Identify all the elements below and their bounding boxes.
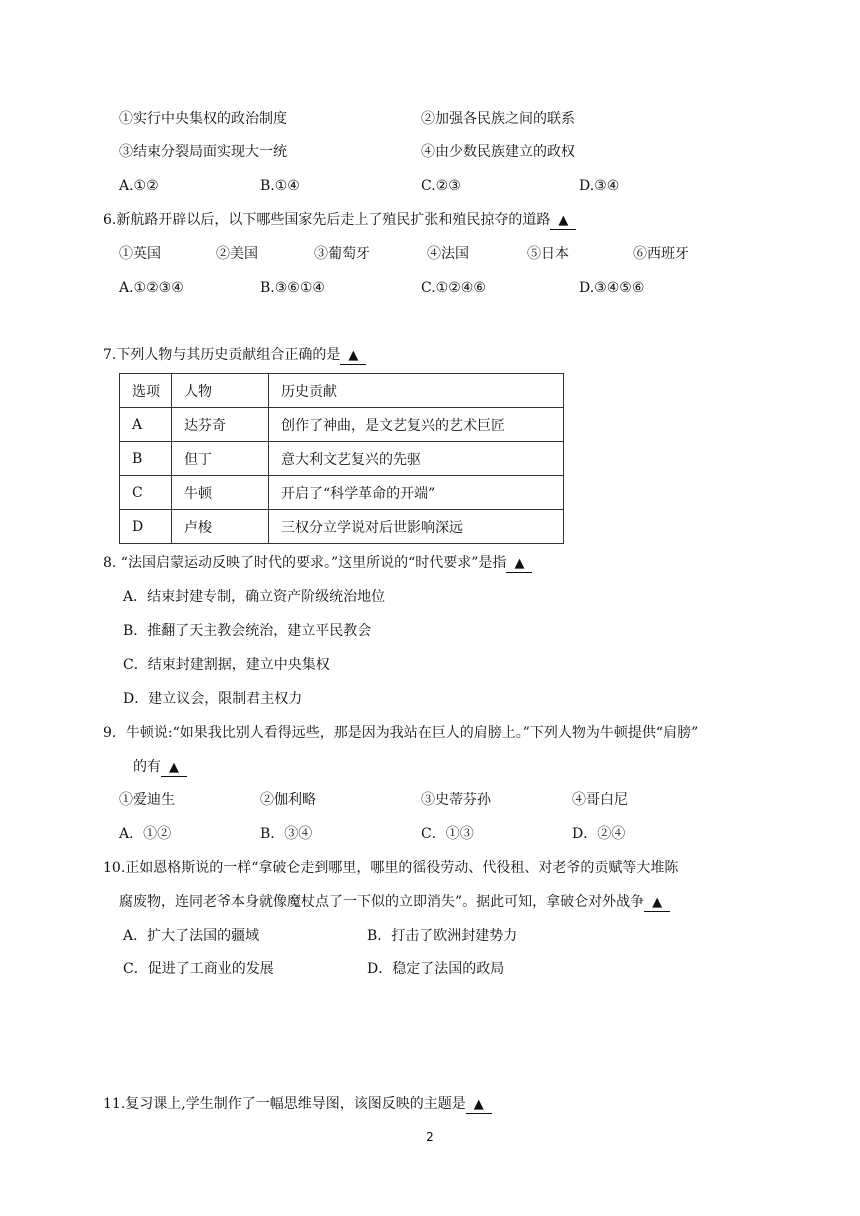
q6-answer-c: C.①②④⑥ (421, 280, 486, 296)
q10-stem-text: 腐废物，连同老爷本身就像魔杖点了一下似的立即消失”。据此可知，拿破仑对外战争 (119, 894, 645, 910)
table-cell: 意大利文艺复兴的先驱 (269, 442, 564, 476)
q9-option-2: ②伽利略 (260, 792, 316, 808)
q9-answer-d: D．②④ (572, 826, 626, 842)
q6-option-4: ④法国 (427, 246, 469, 262)
q9-stem-line1: 9．牛顿说:“如果我比别人看得远些，那是因为我站在巨人的肩膀上。”下列人物为牛顿提供“肩膀” (103, 725, 699, 741)
q11-stem-text: 11.复习课上,学生制作了一幅思维导图，该图反映的主题是 (103, 1096, 466, 1112)
table-header: 历史贡献 (269, 374, 564, 408)
table-cell: C (120, 476, 172, 510)
table-cell: 但丁 (172, 442, 269, 476)
table-cell: 创作了神曲，是文艺复兴的艺术巨匠 (269, 408, 564, 442)
q9-answer-c: C．①③ (421, 826, 474, 842)
table-cell: 牛顿 (172, 476, 269, 510)
table-row (120, 408, 564, 442)
q5-answer-d: D.③④ (579, 178, 620, 194)
q10-stem-line2 (119, 892, 670, 912)
table-cell: A (120, 408, 172, 442)
history-table (119, 373, 564, 544)
table-cell: D (120, 510, 172, 544)
q9-stem-line2 (133, 757, 187, 777)
q10-answer-d: D．稳定了法国的政局 (367, 961, 505, 977)
q5-answer-c: C.②③ (421, 178, 461, 194)
q11-stem (103, 1094, 492, 1114)
q8-answer-c: C．结束封建割据，建立中央集权 (123, 657, 330, 673)
q5-option-1: ①实行中央集权的政治制度 (119, 111, 287, 127)
table-cell: 三权分立学说对后世影响深远 (269, 510, 564, 544)
q7-stem (103, 345, 366, 365)
q9-answer-a: A．①② (119, 826, 172, 842)
q6-option-1: ①英国 (119, 246, 161, 262)
q9-stem-text: 的有 (133, 759, 161, 775)
q10-answer-c: C．促进了工商业的发展 (123, 961, 274, 977)
q6-option-6: ⑥西班牙 (633, 246, 689, 262)
q5-answer-b: B.①④ (260, 178, 300, 194)
table-header: 人物 (172, 374, 269, 408)
q10-answer-a: A．扩大了法国的疆域 (123, 928, 260, 944)
q8-answer-blank (506, 555, 532, 573)
q5-option-2: ②加强各民族之间的联系 (421, 111, 575, 127)
q7-stem-text: 7.下列人物与其历史贡献组合正确的是 (103, 347, 341, 363)
table-cell: 开启了“科学革命的开端” (269, 476, 564, 510)
q9-option-3: ③史蒂芬孙 (421, 792, 491, 808)
triangle-icon: ▲ (652, 895, 663, 910)
q10-answer-b: B．打击了欧洲封建势力 (367, 928, 518, 944)
q7-answer-blank (340, 347, 366, 365)
q6-answer-a: A.①②③④ (119, 280, 184, 296)
q8-answer-b: B．推翻了天主教会统治，建立平民教会 (123, 623, 372, 639)
table-cell: B (120, 442, 172, 476)
triangle-icon: ▲ (558, 213, 569, 228)
table-cell: 达芬奇 (172, 408, 269, 442)
triangle-icon: ▲ (514, 556, 525, 571)
page-number: 2 (426, 1130, 434, 1144)
q6-option-2: ②美国 (216, 246, 258, 262)
q8-answer-a: A．结束封建专制，确立资产阶级统治地位 (123, 589, 386, 605)
table-header-row (120, 374, 564, 408)
q6-stem (103, 210, 576, 230)
q6-option-3: ③葡萄牙 (314, 246, 370, 262)
table-row (120, 442, 564, 476)
table-cell: 卢梭 (172, 510, 269, 544)
q9-answer-blank (161, 759, 187, 777)
q8-stem (103, 553, 532, 573)
q9-answer-b: B．③④ (260, 826, 313, 842)
q5-option-4: ④由少数民族建立的政权 (421, 144, 575, 160)
q11-answer-blank (466, 1096, 492, 1114)
q6-answer-d: D.③④⑤⑥ (579, 280, 645, 296)
triangle-icon: ▲ (348, 348, 359, 363)
triangle-icon: ▲ (169, 760, 179, 775)
q9-option-4: ④哥白尼 (572, 792, 628, 808)
q10-stem-line1: 10.正如恩格斯说的一样“拿破仑走到哪里，哪里的徭役劳动、代役租、对老爷的贡赋等大堆陈 (103, 860, 679, 876)
q8-stem-text: 8. “法国启蒙运动反映了时代的要求。”这里所说的“时代要求”是指 (103, 555, 507, 571)
table-row (120, 510, 564, 544)
table-row (120, 476, 564, 510)
q6-option-5: ⑤日本 (527, 246, 569, 262)
q8-answer-d: D．建立议会，限制君主权力 (123, 691, 303, 707)
q10-answer-blank (644, 894, 670, 912)
q5-answer-a: A.①② (119, 178, 159, 194)
triangle-icon: ▲ (473, 1097, 484, 1112)
q9-option-1: ①爱迪生 (119, 792, 175, 808)
q6-stem-text: 6.新航路开辟以后，以下哪些国家先后走上了殖民扩张和殖民掠夺的道路 (103, 212, 551, 228)
q5-option-3: ③结束分裂局面实现大一统 (119, 144, 287, 160)
q6-answer-b: B.③⑥①④ (260, 280, 325, 296)
q6-answer-blank (550, 212, 576, 230)
table-header: 选项 (120, 374, 172, 408)
